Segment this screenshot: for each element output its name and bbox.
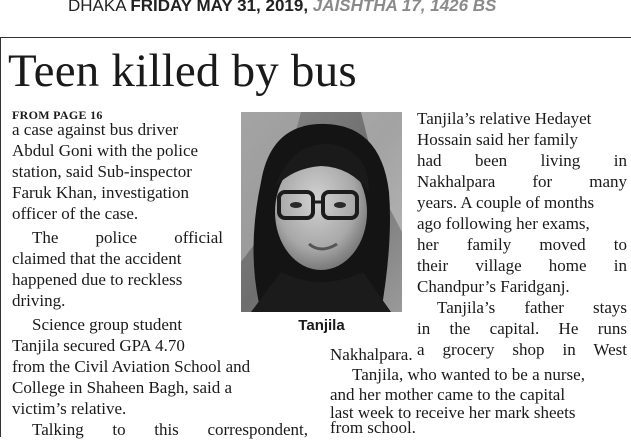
column3-bottom-line: and her mother came to the capital [330,385,566,404]
column3-bottom-line: last week to receive her mark sheets [330,403,576,422]
dateline-bengali-date: JAISHTHA 17, 1426 BS [312,0,497,15]
column1-line: driving. [12,291,66,310]
column3-line: her family moved to [417,235,627,254]
column1-line: claimed that the accident [12,249,182,268]
spanning-line: Talking to this correspondent, [32,420,308,439]
column3-line: Hossain said her family [417,130,578,149]
column3-line: a grocery shop in West [417,340,627,359]
column3-line: Nakhalpara for many [417,172,627,191]
column1-line: officer of the case. [12,204,139,223]
tanjila-photo [241,112,402,312]
spanning-line: from the Civil Aviation School and [12,357,251,376]
column1-line: Faruk Khan, investigation [12,183,190,202]
column1-line: Abdul Goni with the police [12,141,199,160]
column3-line: Tanjila’s father stays [437,298,627,317]
top-rule [0,37,631,38]
column3-line: had been living in [417,151,627,170]
dateline [68,0,631,17]
column3-line: ago following her exams, [417,214,590,233]
column1-line: Science group student [32,315,183,334]
column1-line: The police official [32,228,223,247]
column3-line: years. A couple of months [417,193,595,212]
column1-line: Tanjila secured GPA 4.70 [12,336,185,355]
column1-line: a case against bus driver [12,120,179,139]
spanning-line: victim’s relative. [12,399,127,418]
column1-line: station, said Sub-inspector [12,162,192,181]
headline: Teen killed by bus [8,45,357,97]
photo-caption: Tanjila [298,317,345,334]
column3-line: Tanjila’s relative Hedayet [417,109,592,128]
spanning-line: College in Shaheen Bagh, said a [12,378,233,397]
column3-line: their village home in [417,256,627,275]
column3-bottom-line: Nakhalpara. [330,345,413,364]
dateline-date: FRIDAY MAY 31, 2019, [130,0,309,15]
dateline-city: DHAKA [68,0,126,15]
continued-from-label: FROM PAGE 16 [12,108,103,122]
column1-line: happened due to reckless [12,270,183,289]
column3-line: in the capital. He runs [417,319,627,338]
column3-bottom-line: Tanjila, who wanted to be a nurse, [352,365,585,384]
left-rule [0,37,1,437]
column3-bottom-line: from school. [330,418,416,437]
column3-line: Chandpur’s Faridganj. [417,277,570,296]
